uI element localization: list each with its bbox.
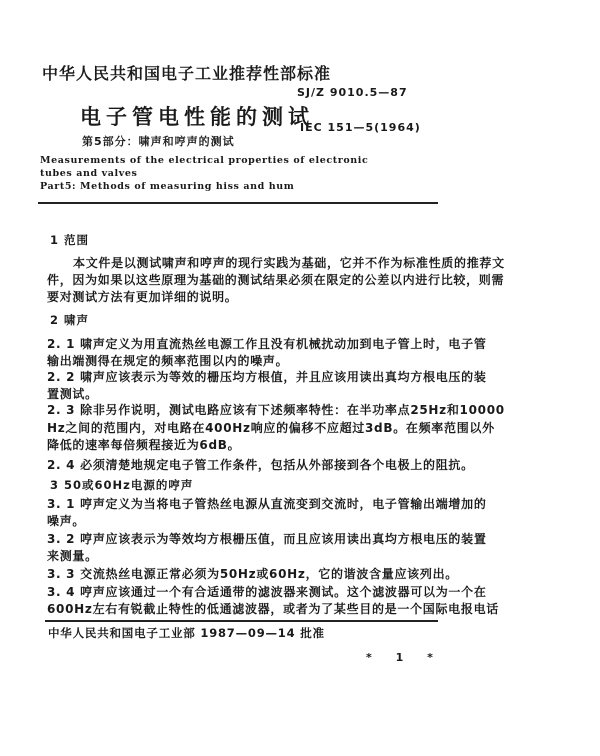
document-subtitle: 第5部分：啸声和哼声的测试	[82, 135, 235, 148]
standard-code: SJ/Z 9010.5—87	[297, 86, 408, 99]
section-heading: 2 啸声	[50, 313, 90, 327]
paragraph-line: 输出端测得在规定的频率范围以内的噪声。	[47, 354, 289, 368]
section-heading: 3 50或60Hz电源的哼声	[50, 478, 194, 492]
paragraph-line: Hz之间的范围内，对电路在400Hz响应的偏移不应超过3dB。在频率范围以外	[47, 421, 495, 435]
english-title-line: Measurements of the electrical properties of electronic	[40, 155, 369, 166]
paragraph-line: 噪声。	[47, 514, 86, 528]
iec-reference: IEC 151—5(1964)	[300, 121, 421, 134]
paragraph-line: 2. 3 除非另作说明，测试电路应该有下述频率特性：在半功率点25Hz和10000	[47, 403, 505, 417]
approval-line: 中华人民共和国电子工业部 1987—09—14 批准	[48, 626, 325, 640]
paragraph-line: 3. 3 交流热丝电源正常必须为50Hz或60Hz，它的谐波含量应该列出。	[47, 567, 458, 581]
issuer-heading: 中华人民共和国电子工业推荐性部标准	[42, 64, 332, 83]
paragraph-line: 3. 1 哼声定义为当将电子管热丝电源从直流变到交流时，电子管输出端增加的	[47, 497, 487, 511]
paragraph-line: 2. 4 必须清楚地规定电子管工作条件，包括从外部接到各个电极上的阻抗。	[47, 458, 474, 472]
section-heading: 1 范围	[50, 233, 90, 247]
document-title: 电子管电性能的测试	[80, 105, 314, 129]
english-title-line: Part5: Methods of measuring hiss and hum	[40, 181, 295, 192]
paragraph-line: 本文件是以测试啸声和哼声的现行实践为基础，它并不作为标准性质的推荐文	[73, 256, 505, 270]
paragraph-line: 2. 1 啸声定义为用直流热丝电源工作且没有机械扰动加到电子管上时，电子管	[47, 337, 487, 351]
paragraph-line: 置测试。	[47, 387, 98, 401]
paragraph-line: 降低的速率每倍频程接近为6dB。	[47, 438, 241, 452]
english-title-line: tubes and valves	[40, 168, 138, 179]
paragraph-line: 3. 2 哼声应该表示为等效均方根栅压值，而且应该用读出真均方根电压的装置	[47, 532, 487, 546]
paragraph-line: 件，因为如果以这些原理为基础的测试结果必须在限定的公差以内进行比较，则需	[47, 273, 505, 287]
paragraph-line: 3. 4 哼声应该通过一个有合适通带的滤波器来测试。这个滤波器可以为一个在	[47, 585, 487, 599]
header-divider	[38, 202, 438, 204]
paragraph-line: 要对测试方法有更加详细的说明。	[47, 290, 238, 304]
page-number: * 1 *	[366, 651, 443, 664]
paragraph-line: 2. 2 啸声应该表示为等效的栅压均方根值，并且应该用读出真均方根电压的装	[47, 370, 487, 384]
footer-divider	[45, 620, 438, 622]
paragraph-line: 600Hz左右有锐截止特性的低通滤波器，或者为了某些目的是一个国际电报电话	[47, 602, 499, 616]
paragraph-line: 来测量。	[47, 549, 98, 563]
